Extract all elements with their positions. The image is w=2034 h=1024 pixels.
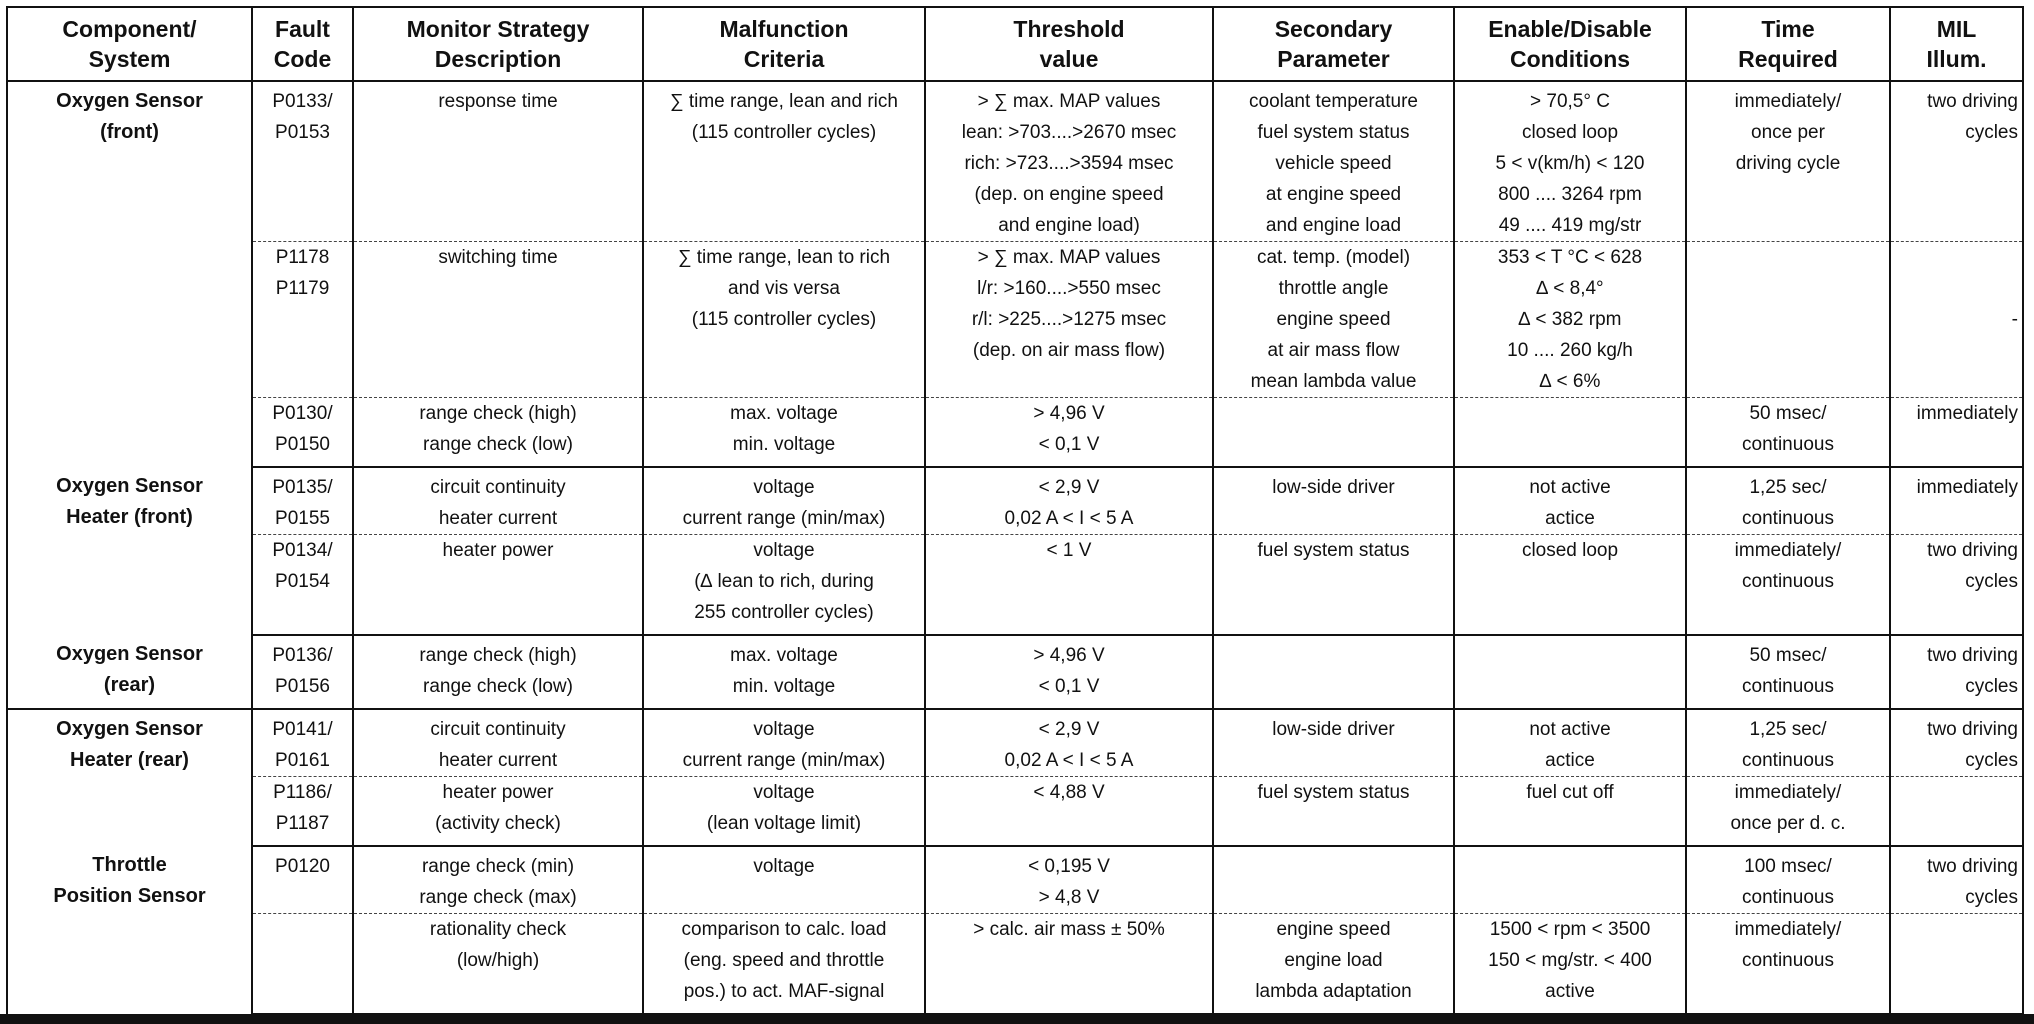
fault-code-cell: P0133/ P0153 — [252, 81, 353, 242]
threshold-cell: < 4,88 V — [925, 777, 1213, 847]
enable-conditions-cell — [1454, 635, 1686, 709]
monitor-strategy-cell: range check (high) range check (low) — [353, 398, 643, 468]
secondary-parameter-cell — [1213, 635, 1454, 709]
table-row — [7, 535, 2023, 636]
monitor-strategy-cell: switching time — [353, 242, 643, 398]
monitor-strategy-cell: range check (high) range check (low) — [353, 635, 643, 709]
monitor-strategy-table — [6, 6, 2024, 1015]
time-required-cell: 1,25 sec/ continuous — [1686, 709, 1890, 777]
threshold-cell: < 2,9 V 0,02 A < I < 5 A — [925, 709, 1213, 777]
enable-conditions-cell: fuel cut off — [1454, 777, 1686, 847]
time-required-cell: immediately/ once per d. c. — [1686, 777, 1890, 847]
secondary-parameter-cell: fuel system status — [1213, 777, 1454, 847]
fault-code-cell: P1178 P1179 — [252, 242, 353, 398]
time-required-cell: 50 msec/ continuous — [1686, 398, 1890, 468]
secondary-parameter-cell: low-side driver — [1213, 709, 1454, 777]
enable-conditions-cell — [1454, 846, 1686, 914]
time-required-cell — [1686, 242, 1890, 398]
enable-conditions-cell — [1454, 398, 1686, 468]
header-secondary-parameter: Secondary Parameter — [1213, 7, 1454, 81]
time-required-cell: immediately/ continuous — [1686, 535, 1890, 636]
secondary-parameter-cell — [1213, 398, 1454, 468]
enable-conditions-cell: 1500 < rpm < 3500 150 < mg/str. < 400 active — [1454, 914, 1686, 1015]
header-threshold: Threshold value — [925, 7, 1213, 81]
fault-code-cell: P0120 — [252, 846, 353, 914]
mil-illum-cell: immediately — [1890, 398, 2023, 468]
mil-illum-cell: immediately — [1890, 467, 2023, 535]
monitor-strategy-cell: heater power — [353, 535, 643, 636]
time-required-cell: 1,25 sec/ continuous — [1686, 467, 1890, 535]
fault-code-cell: P0130/ P0150 — [252, 398, 353, 468]
component-cell: Throttle Position Sensor — [7, 846, 252, 1014]
table-row — [7, 914, 2023, 1015]
table-header — [7, 7, 2023, 81]
monitor-strategy-cell: circuit continuity heater current — [353, 709, 643, 777]
enable-conditions-cell: closed loop — [1454, 535, 1686, 636]
secondary-parameter-cell: low-side driver — [1213, 467, 1454, 535]
secondary-parameter-cell: fuel system status — [1213, 535, 1454, 636]
table-row — [7, 467, 2023, 535]
mil-illum-cell: two driving cycles — [1890, 709, 2023, 777]
time-required-cell: 100 msec/ continuous — [1686, 846, 1890, 914]
malfunction-criteria-cell: voltage current range (min/max) — [643, 467, 925, 535]
time-required-cell: 50 msec/ continuous — [1686, 635, 1890, 709]
fault-code-cell: P0134/ P0154 — [252, 535, 353, 636]
malfunction-criteria-cell: voltage (∆ lean to rich, during 255 controller cycles) — [643, 535, 925, 636]
enable-conditions-cell: not active actice — [1454, 467, 1686, 535]
table-row — [7, 846, 2023, 914]
malfunction-criteria-cell: voltage — [643, 846, 925, 914]
monitor-strategy-cell: response time — [353, 81, 643, 242]
secondary-parameter-cell: cat. temp. (model) throttle angle engine speed at air mass flow mean lambda value — [1213, 242, 1454, 398]
component-cell: Oxygen Sensor Heater (front) — [7, 467, 252, 635]
header-time-required: Time Required — [1686, 7, 1890, 81]
component-cell: Oxygen Sensor Heater (rear) — [7, 709, 252, 846]
secondary-parameter-cell — [1213, 846, 1454, 914]
mil-illum-cell — [1890, 777, 2023, 847]
table-row — [7, 81, 2023, 242]
fault-code-cell — [252, 914, 353, 1015]
malfunction-criteria-cell: comparison to calc. load (eng. speed and throttle pos.) to act. MAF-signal — [643, 914, 925, 1015]
secondary-parameter-cell: engine speed engine load lambda adaptation — [1213, 914, 1454, 1015]
bottom-rule — [0, 1014, 2034, 1024]
threshold-cell: < 0,195 V > 4,8 V — [925, 846, 1213, 914]
malfunction-criteria-cell: voltage current range (min/max) — [643, 709, 925, 777]
header-enable-conditions: Enable/Disable Conditions — [1454, 7, 1686, 81]
component-cell: Oxygen Sensor (front) — [7, 81, 252, 467]
table-row — [7, 242, 2023, 398]
malfunction-criteria-cell: max. voltage min. voltage — [643, 635, 925, 709]
enable-conditions-cell: 353 < T °C < 628 ∆ < 8,4° ∆ < 382 rpm 10 .... 260 kg/h ∆ < 6% — [1454, 242, 1686, 398]
mil-illum-cell: two driving cycles — [1890, 535, 2023, 636]
fault-code-cell: P0135/ P0155 — [252, 467, 353, 535]
header-mil-illum: MIL Illum. — [1890, 7, 2023, 81]
malfunction-criteria-cell: ∑ time range, lean and rich (115 controller cycles) — [643, 81, 925, 242]
header-monitor-strategy: Monitor Strategy Description — [353, 7, 643, 81]
secondary-parameter-cell: coolant temperature fuel system status vehicle speed at engine speed and engine load — [1213, 81, 1454, 242]
header-component: Component/ System — [7, 7, 252, 81]
obd-monitor-table-sheet — [6, 6, 2022, 1015]
mil-illum-cell: - — [1890, 242, 2023, 398]
time-required-cell: immediately/ once per driving cycle — [1686, 81, 1890, 242]
monitor-strategy-cell: heater power (activity check) — [353, 777, 643, 847]
mil-illum-cell — [1890, 914, 2023, 1015]
header-malfunction-criteria: Malfunction Criteria — [643, 7, 925, 81]
monitor-strategy-cell: range check (min) range check (max) — [353, 846, 643, 914]
threshold-cell: > ∑ max. MAP values l/r: >160....>550 msec r/l: >225....>1275 msec (dep. on air mass flow) — [925, 242, 1213, 398]
table-row — [7, 398, 2023, 468]
table-body — [7, 81, 2023, 1014]
threshold-cell: > 4,96 V < 0,1 V — [925, 635, 1213, 709]
table-row — [7, 635, 2023, 709]
threshold-cell: < 2,9 V 0,02 A < I < 5 A — [925, 467, 1213, 535]
enable-conditions-cell: not active actice — [1454, 709, 1686, 777]
fault-code-cell: P0141/ P0161 — [252, 709, 353, 777]
fault-code-cell: P1186/ P1187 — [252, 777, 353, 847]
mil-illum-cell: two driving cycles — [1890, 635, 2023, 709]
threshold-cell: > 4,96 V < 0,1 V — [925, 398, 1213, 468]
header-fault-code: Fault Code — [252, 7, 353, 81]
fault-code-cell: P0136/ P0156 — [252, 635, 353, 709]
table-row — [7, 709, 2023, 777]
threshold-cell: > ∑ max. MAP values lean: >703....>2670 msec rich: >723....>3594 msec (dep. on engine speed and engine load) — [925, 81, 1213, 242]
threshold-cell: > calc. air mass ± 50% — [925, 914, 1213, 1015]
malfunction-criteria-cell: max. voltage min. voltage — [643, 398, 925, 468]
enable-conditions-cell: > 70,5° C closed loop 5 < v(km/h) < 120 800 .... 3264 rpm 49 .... 419 mg/str — [1454, 81, 1686, 242]
mil-illum-cell: two driving cycles — [1890, 81, 2023, 242]
monitor-strategy-cell: circuit continuity heater current — [353, 467, 643, 535]
malfunction-criteria-cell: ∑ time range, lean to rich and vis versa (115 controller cycles) — [643, 242, 925, 398]
time-required-cell: immediately/ continuous — [1686, 914, 1890, 1015]
threshold-cell: < 1 V — [925, 535, 1213, 636]
component-cell: Oxygen Sensor (rear) — [7, 635, 252, 709]
monitor-strategy-cell: rationality check (low/high) — [353, 914, 643, 1015]
malfunction-criteria-cell: voltage (lean voltage limit) — [643, 777, 925, 847]
table-row — [7, 777, 2023, 847]
mil-illum-cell: two driving cycles — [1890, 846, 2023, 914]
